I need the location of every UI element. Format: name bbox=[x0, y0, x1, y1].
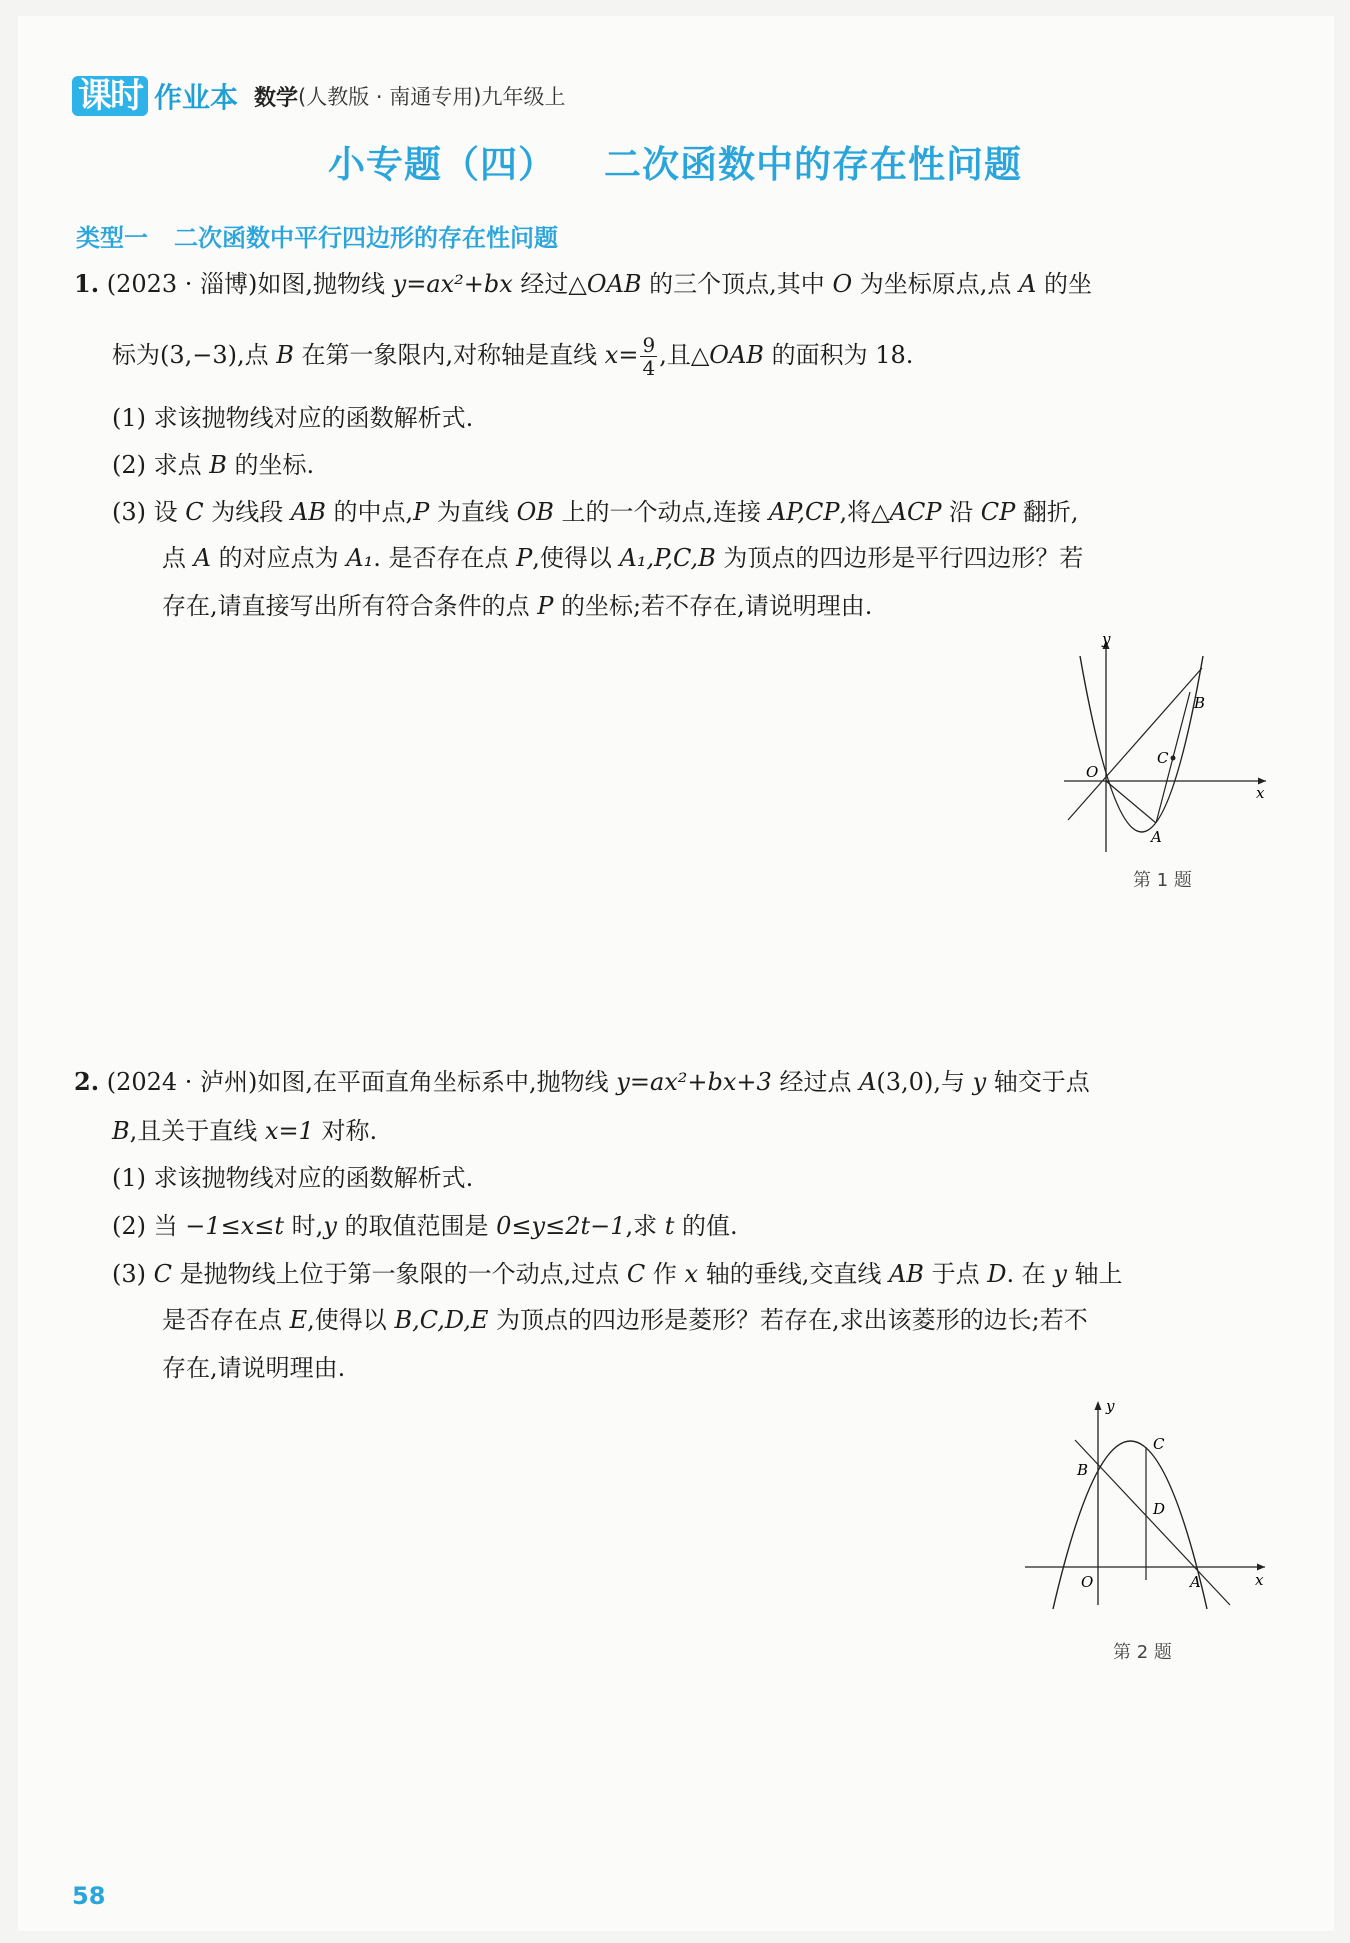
math-var: B bbox=[276, 341, 294, 369]
q1-text: 的中点, bbox=[325, 498, 414, 526]
x-axis-arrow bbox=[1257, 1564, 1265, 1571]
q2-text: 是抛物线上位于第一象限的一个动点,过点 bbox=[172, 1260, 627, 1288]
math-var: O bbox=[832, 270, 853, 298]
q2-text: (3) bbox=[112, 1260, 154, 1288]
figure-1-svg bbox=[1050, 630, 1270, 870]
q2-part1: (1) 求该抛物线对应的函数解析式. bbox=[112, 1164, 474, 1192]
math-var: A bbox=[193, 544, 211, 572]
q2-text: 时, bbox=[284, 1212, 324, 1240]
q2-text: 经过点 bbox=[771, 1068, 860, 1096]
math-var: CP bbox=[980, 498, 1016, 526]
math-var: t bbox=[664, 1212, 675, 1240]
q2-text: . 在 bbox=[1006, 1260, 1054, 1288]
q1-text: 上的一个动点,连接 bbox=[553, 498, 769, 526]
q1-text: 为直线 bbox=[429, 498, 517, 526]
q2-text: ,且关于直线 bbox=[129, 1117, 265, 1145]
logo-zy: 作业本 bbox=[154, 81, 239, 114]
title-part1: 小专题（四） bbox=[328, 143, 556, 186]
q1-text: 经过△ bbox=[512, 270, 587, 298]
page-title bbox=[0, 134, 1350, 188]
q2-text: 作 bbox=[645, 1260, 685, 1288]
q2-text: 轴的垂线,交直线 bbox=[698, 1260, 889, 1288]
title-part2: 二次函数中的存在性问题 bbox=[604, 143, 1022, 186]
label-b: B bbox=[1194, 694, 1206, 712]
label-o: O bbox=[1081, 1573, 1094, 1591]
section-heading bbox=[76, 218, 558, 253]
q2-text: 为顶点的四边形是菱形？若存在,求出该菱形的边长;若不 bbox=[488, 1306, 1088, 1334]
math-var: B,C,D,E bbox=[394, 1306, 489, 1334]
q1-text: 为顶点的四边形是平行四边形？若 bbox=[715, 544, 1084, 572]
q2-number: 2. bbox=[74, 1067, 100, 1096]
figure-1-caption: 第 1 题 bbox=[1133, 870, 1192, 891]
q1-text: 点 bbox=[162, 544, 194, 572]
q1-text: 的三个顶点,其中 bbox=[641, 270, 833, 298]
math-var: y bbox=[323, 1212, 337, 1240]
math-var: 0≤y≤2t−1 bbox=[496, 1212, 626, 1240]
math-var: C bbox=[185, 498, 204, 526]
header bbox=[72, 74, 565, 118]
label-a: A bbox=[1190, 1573, 1201, 1591]
math-var: B bbox=[209, 451, 227, 479]
parabola bbox=[1080, 656, 1206, 832]
q2-text: 轴交于点 bbox=[986, 1068, 1090, 1096]
math-var: C bbox=[626, 1260, 646, 1288]
q1-text: ,使得以 bbox=[532, 544, 620, 572]
q1-text: ,将△ bbox=[839, 498, 890, 526]
q1-text: 的对应点为 bbox=[210, 544, 347, 572]
math-var: x bbox=[684, 1260, 699, 1288]
math-var: OAB bbox=[709, 341, 764, 369]
math-var: ACP bbox=[889, 498, 942, 526]
q2-text: ,求 bbox=[625, 1212, 665, 1240]
q1-text: (3) 设 bbox=[112, 498, 186, 526]
q2-text: (2024 · 泸州)如图,在平面直角坐标系中,抛物线 bbox=[106, 1068, 617, 1096]
subject: 数学 bbox=[254, 85, 299, 111]
q2-text: 的取值范围是 bbox=[336, 1212, 497, 1240]
page-number: 58 bbox=[72, 1882, 106, 1910]
label-y: y bbox=[1106, 1397, 1115, 1415]
q1-line2 bbox=[112, 334, 913, 379]
math-var: x= bbox=[604, 341, 639, 369]
q1-text: 的坐 bbox=[1036, 270, 1092, 298]
figure-2-svg bbox=[1015, 1395, 1275, 1615]
label-y: y bbox=[1102, 630, 1111, 648]
label-c: C bbox=[1157, 749, 1169, 767]
segment-oa bbox=[1106, 781, 1156, 823]
label-c: C bbox=[1153, 1435, 1165, 1453]
q1-text: 标为(3,−3),点 bbox=[112, 341, 277, 369]
label-x: x bbox=[1256, 784, 1265, 802]
math-var: A₁ bbox=[346, 544, 374, 572]
q1-part3-line1 bbox=[112, 496, 1079, 528]
point-c bbox=[1171, 756, 1176, 761]
subject-edition: (人教版 · 南通专用)九年级上 bbox=[298, 85, 566, 109]
math-var: AB bbox=[888, 1260, 924, 1288]
q2-part3-line3: 存在,请说明理由. bbox=[162, 1354, 346, 1382]
q2-part3-line2 bbox=[162, 1304, 1088, 1336]
math-var: P bbox=[537, 592, 554, 620]
math-var: P bbox=[413, 498, 430, 526]
q1-text: . 是否存在点 bbox=[373, 544, 517, 572]
math-var: E bbox=[289, 1306, 308, 1334]
math-var: x=1 bbox=[264, 1117, 314, 1145]
q1-line1 bbox=[74, 268, 1092, 300]
q1-number: 1. bbox=[74, 269, 100, 298]
q1-part1: (1) 求该抛物线对应的函数解析式. bbox=[112, 404, 474, 432]
q2-part3-line1 bbox=[112, 1258, 1123, 1290]
q2-text: ,使得以 bbox=[307, 1306, 395, 1334]
q1-text: 翻折, bbox=[1015, 498, 1079, 526]
q1-text: 沿 bbox=[941, 498, 981, 526]
math-var: y bbox=[972, 1068, 987, 1096]
q1-text: 在第一象限内,对称轴是直线 bbox=[293, 341, 605, 369]
q2-text: 轴上 bbox=[1066, 1260, 1123, 1288]
frac-numerator: 9 bbox=[642, 333, 656, 357]
label-a: A bbox=[1151, 828, 1162, 846]
fraction-9-4 bbox=[640, 334, 657, 379]
q1-part2 bbox=[112, 449, 314, 481]
math-var: y bbox=[1053, 1260, 1067, 1288]
q2-equation: y=ax²+bx+3 bbox=[616, 1068, 772, 1096]
y-axis-arrow bbox=[1095, 1401, 1102, 1410]
math-var: A bbox=[859, 1068, 877, 1096]
q1-equation: y=ax²+bx bbox=[392, 270, 513, 298]
math-var: AB bbox=[290, 498, 326, 526]
q1-text: (2) 求点 bbox=[112, 451, 210, 479]
math-var: A₁,P,C,B bbox=[619, 544, 716, 572]
math-var: OAB bbox=[586, 270, 642, 298]
q1-part3-line2 bbox=[162, 542, 1083, 574]
line-ob bbox=[1068, 668, 1202, 820]
math-var: A bbox=[1019, 270, 1037, 298]
math-var: D bbox=[987, 1260, 1007, 1288]
logo-ks: 课时 bbox=[72, 76, 148, 116]
label-d: D bbox=[1153, 1500, 1166, 1518]
q1-text: (2023 · 淄博)如图,抛物线 bbox=[106, 270, 393, 298]
math-var: C bbox=[153, 1260, 172, 1288]
q2-text: 于点 bbox=[923, 1260, 988, 1288]
q1-text: 为线段 bbox=[203, 498, 291, 526]
math-var: B bbox=[112, 1117, 130, 1145]
math-var: P bbox=[516, 544, 533, 572]
math-var: −1≤x≤t bbox=[185, 1212, 285, 1240]
q1-text: 的面积为 18. bbox=[763, 341, 914, 369]
math-var: OB bbox=[516, 498, 554, 526]
math-var: AP,CP bbox=[768, 498, 840, 526]
q2-text: 是否存在点 bbox=[162, 1306, 290, 1334]
q1-text: 的坐标. bbox=[226, 451, 315, 479]
label-b: B bbox=[1077, 1461, 1089, 1479]
section-label: 类型一 bbox=[76, 224, 148, 252]
q2-part2 bbox=[112, 1210, 738, 1242]
q1-part3-line3 bbox=[162, 590, 872, 622]
figure-1 bbox=[1050, 630, 1270, 870]
q1-text: 为坐标原点,点 bbox=[852, 270, 1020, 298]
q1-text: 存在,请直接写出所有符合条件的点 bbox=[162, 592, 538, 620]
section-text: 二次函数中平行四边形的存在性问题 bbox=[174, 224, 558, 252]
q2-text: 对称. bbox=[313, 1117, 378, 1145]
label-x: x bbox=[1255, 1571, 1264, 1589]
q1-text: ,且△ bbox=[659, 341, 710, 369]
figure-2 bbox=[1015, 1395, 1275, 1615]
brand-logo bbox=[72, 76, 238, 116]
q2-text: 的值. bbox=[674, 1212, 738, 1240]
q2-line2 bbox=[112, 1115, 377, 1147]
frac-denominator: 4 bbox=[642, 356, 656, 380]
figure-2-caption: 第 2 题 bbox=[1113, 1642, 1172, 1663]
label-o: O bbox=[1086, 763, 1099, 781]
q2-line1 bbox=[74, 1066, 1090, 1098]
q2-text: (2) 当 bbox=[112, 1212, 186, 1240]
q2-text: (3,0),与 bbox=[876, 1068, 973, 1096]
q1-text: 的坐标;若不存在,请说明理由. bbox=[553, 592, 873, 620]
